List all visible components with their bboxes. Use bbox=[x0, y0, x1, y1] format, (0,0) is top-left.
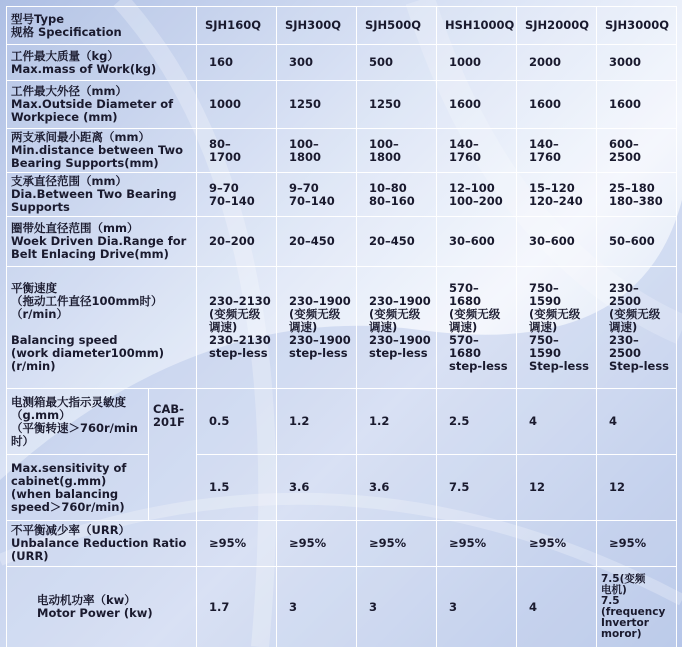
label-belt-dia bbox=[7, 217, 197, 267]
model-sjh2000q: SJH2000Q bbox=[517, 7, 597, 45]
row-urr bbox=[7, 521, 677, 567]
value-cell: 12–100 100–200 bbox=[437, 173, 517, 217]
value-cell: 9–70 70–140 bbox=[277, 173, 357, 217]
label-en: Max.mass of Work(kg) bbox=[11, 61, 157, 76]
value-cell: 300 bbox=[277, 45, 357, 81]
row-motor-power bbox=[7, 567, 677, 647]
value-cell: ≥95% bbox=[277, 521, 357, 567]
label-motor-power bbox=[7, 567, 197, 647]
model-sjh160q: SJH160Q bbox=[197, 7, 277, 45]
specification-table bbox=[6, 6, 677, 647]
model-sjh500q: SJH500Q bbox=[357, 7, 437, 45]
value-cell: 230–2130 (变频无级 调速) 230–2130 step-less bbox=[197, 267, 277, 389]
value-cell: 3 bbox=[357, 567, 437, 647]
row-sensitivity-zh bbox=[7, 389, 677, 455]
value-cell: 1600 bbox=[437, 81, 517, 129]
row-belt-dia bbox=[7, 217, 677, 267]
row-max-mass bbox=[7, 45, 677, 81]
value-cell: 3.6 bbox=[357, 455, 437, 521]
value-cell: 100– 1800 bbox=[277, 129, 357, 173]
value-cell: 3000 bbox=[597, 45, 677, 81]
row-min-distance bbox=[7, 129, 677, 173]
value-cell: 230–1900 (变频无级 调速) 230–1900 step-less bbox=[357, 267, 437, 389]
label-zh: 电动机功率（kw） bbox=[37, 593, 136, 607]
value-cell: 25–180 180–380 bbox=[597, 173, 677, 217]
value-cell: 3 bbox=[277, 567, 357, 647]
label-max-diameter bbox=[7, 81, 197, 129]
label-en: Unbalance Reduction Ratio (URR) bbox=[11, 536, 187, 563]
value-cell: 20–450 bbox=[277, 217, 357, 267]
value-cell: 500 bbox=[357, 45, 437, 81]
header-row bbox=[7, 7, 677, 45]
label-min-distance bbox=[7, 129, 197, 173]
value-cell: 1.2 bbox=[277, 389, 357, 455]
value-cell: 140– 1760 bbox=[517, 129, 597, 173]
value-cell: 160 bbox=[197, 45, 277, 81]
label-zh: 支承直径范围（mm） bbox=[11, 174, 127, 188]
value-cell: 1.7 bbox=[197, 567, 277, 647]
label-balancing-speed bbox=[7, 267, 197, 389]
label-zh: 工件最大外径（mm） bbox=[11, 84, 127, 98]
model-hsh1000q: HSH1000Q bbox=[437, 7, 517, 45]
value-cell: 1000 bbox=[437, 45, 517, 81]
label-urr bbox=[7, 521, 197, 567]
model-sjh300q: SJH300Q bbox=[277, 7, 357, 45]
value-cell: 4 bbox=[597, 389, 677, 455]
value-cell: 1250 bbox=[357, 81, 437, 129]
value-cell: ≥95% bbox=[437, 521, 517, 567]
row-balancing-speed bbox=[7, 267, 677, 389]
value-cell: 12 bbox=[517, 455, 597, 521]
row-sensitivity-en bbox=[7, 455, 677, 521]
value-cell: 4 bbox=[517, 389, 597, 455]
value-cell: 140– 1760 bbox=[437, 129, 517, 173]
value-cell: 0.5 bbox=[197, 389, 277, 455]
header-label-cell bbox=[7, 7, 197, 45]
label-zh: 不平衡减少率（URR） bbox=[11, 523, 131, 537]
value-cell: 15–120 120–240 bbox=[517, 173, 597, 217]
label-zh: 工件最大质量（kg） bbox=[11, 48, 119, 63]
cab-model-cell: CAB- 201F bbox=[149, 389, 197, 521]
value-cell: 20–200 bbox=[197, 217, 277, 267]
label-support-dia bbox=[7, 173, 197, 217]
label-en: Dia.Between Two Bearing Supports bbox=[11, 187, 177, 214]
value-cell: ≥95% bbox=[597, 521, 677, 567]
value-cell: 570– 1680 (变频无级 调速) 570– 1680 step-less bbox=[437, 267, 517, 389]
header-label-zh: 型号Type bbox=[11, 11, 65, 26]
value-cell: 30–600 bbox=[517, 217, 597, 267]
row-support-dia bbox=[7, 173, 677, 217]
value-cell: 600– 2500 bbox=[597, 129, 677, 173]
value-cell: 1000 bbox=[197, 81, 277, 129]
value-cell: 100– 1800 bbox=[357, 129, 437, 173]
row-max-diameter bbox=[7, 81, 677, 129]
value-cell: 30–600 bbox=[437, 217, 517, 267]
label-zh: 两支承间最小距离（mm） bbox=[11, 130, 150, 144]
value-cell: 1600 bbox=[597, 81, 677, 129]
label-sensitivity-en: Max.sensitivity of cabinet(g.mm) (when balancing speed＞760r/min) bbox=[7, 455, 149, 521]
value-cell: ≥95% bbox=[197, 521, 277, 567]
label-en: Motor Power (kw) bbox=[37, 606, 153, 620]
value-cell: 12 bbox=[597, 455, 677, 521]
value-cell: 750– 1590 (变频无级 调速) 750– 1590 Step-less bbox=[517, 267, 597, 389]
label-zh: 圈带处直径范围（mm） bbox=[11, 221, 139, 235]
label-zh: 平衡速度 （拖动工件直径100mm时） （r/min） bbox=[11, 281, 163, 321]
value-cell: 7.5 bbox=[437, 455, 517, 521]
value-cell: 20–450 bbox=[357, 217, 437, 267]
header-label-en: 规格 Specification bbox=[11, 24, 122, 39]
value-cell: 2.5 bbox=[437, 389, 517, 455]
value-cell: 4 bbox=[517, 567, 597, 647]
value-cell: 230–1900 (变频无级 调速) 230–1900 step-less bbox=[277, 267, 357, 389]
label-en: Max.Outside Diameter of Workpiece (mm) bbox=[11, 97, 174, 124]
value-cell: 1250 bbox=[277, 81, 357, 129]
value-cell: 1.2 bbox=[357, 389, 437, 455]
value-cell: 80– 1700 bbox=[197, 129, 277, 173]
label-en: Balancing speed (work diameter100mm) (r/min) bbox=[11, 333, 165, 373]
value-cell: 10–80 80–160 bbox=[357, 173, 437, 217]
value-cell: 7.5(变频 电机) 7.5 (frequency Invertor moror) bbox=[597, 567, 677, 647]
value-cell: 3.6 bbox=[277, 455, 357, 521]
value-cell: ≥95% bbox=[517, 521, 597, 567]
value-cell: 9–70 70–140 bbox=[197, 173, 277, 217]
value-cell: 50–600 bbox=[597, 217, 677, 267]
label-en: Min.distance between Two Bearing Supports(mm) bbox=[11, 143, 184, 170]
label-max-mass bbox=[7, 45, 197, 81]
value-cell: 2000 bbox=[517, 45, 597, 81]
label-en: Woek Driven Dia.Range for Belt Enlacing Drive(mm) bbox=[11, 234, 187, 261]
label-sensitivity-zh: 电测箱最大指示灵敏度（g.mm） （平衡转速＞760r/min时） bbox=[7, 389, 149, 455]
value-cell: 1.5 bbox=[197, 455, 277, 521]
value-cell: ≥95% bbox=[357, 521, 437, 567]
value-cell: 1600 bbox=[517, 81, 597, 129]
value-cell: 230– 2500 (变频无级 调速) 230– 2500 Step-less bbox=[597, 267, 677, 389]
value-cell: 3 bbox=[437, 567, 517, 647]
model-sjh3000q: SJH3000Q bbox=[597, 7, 677, 45]
